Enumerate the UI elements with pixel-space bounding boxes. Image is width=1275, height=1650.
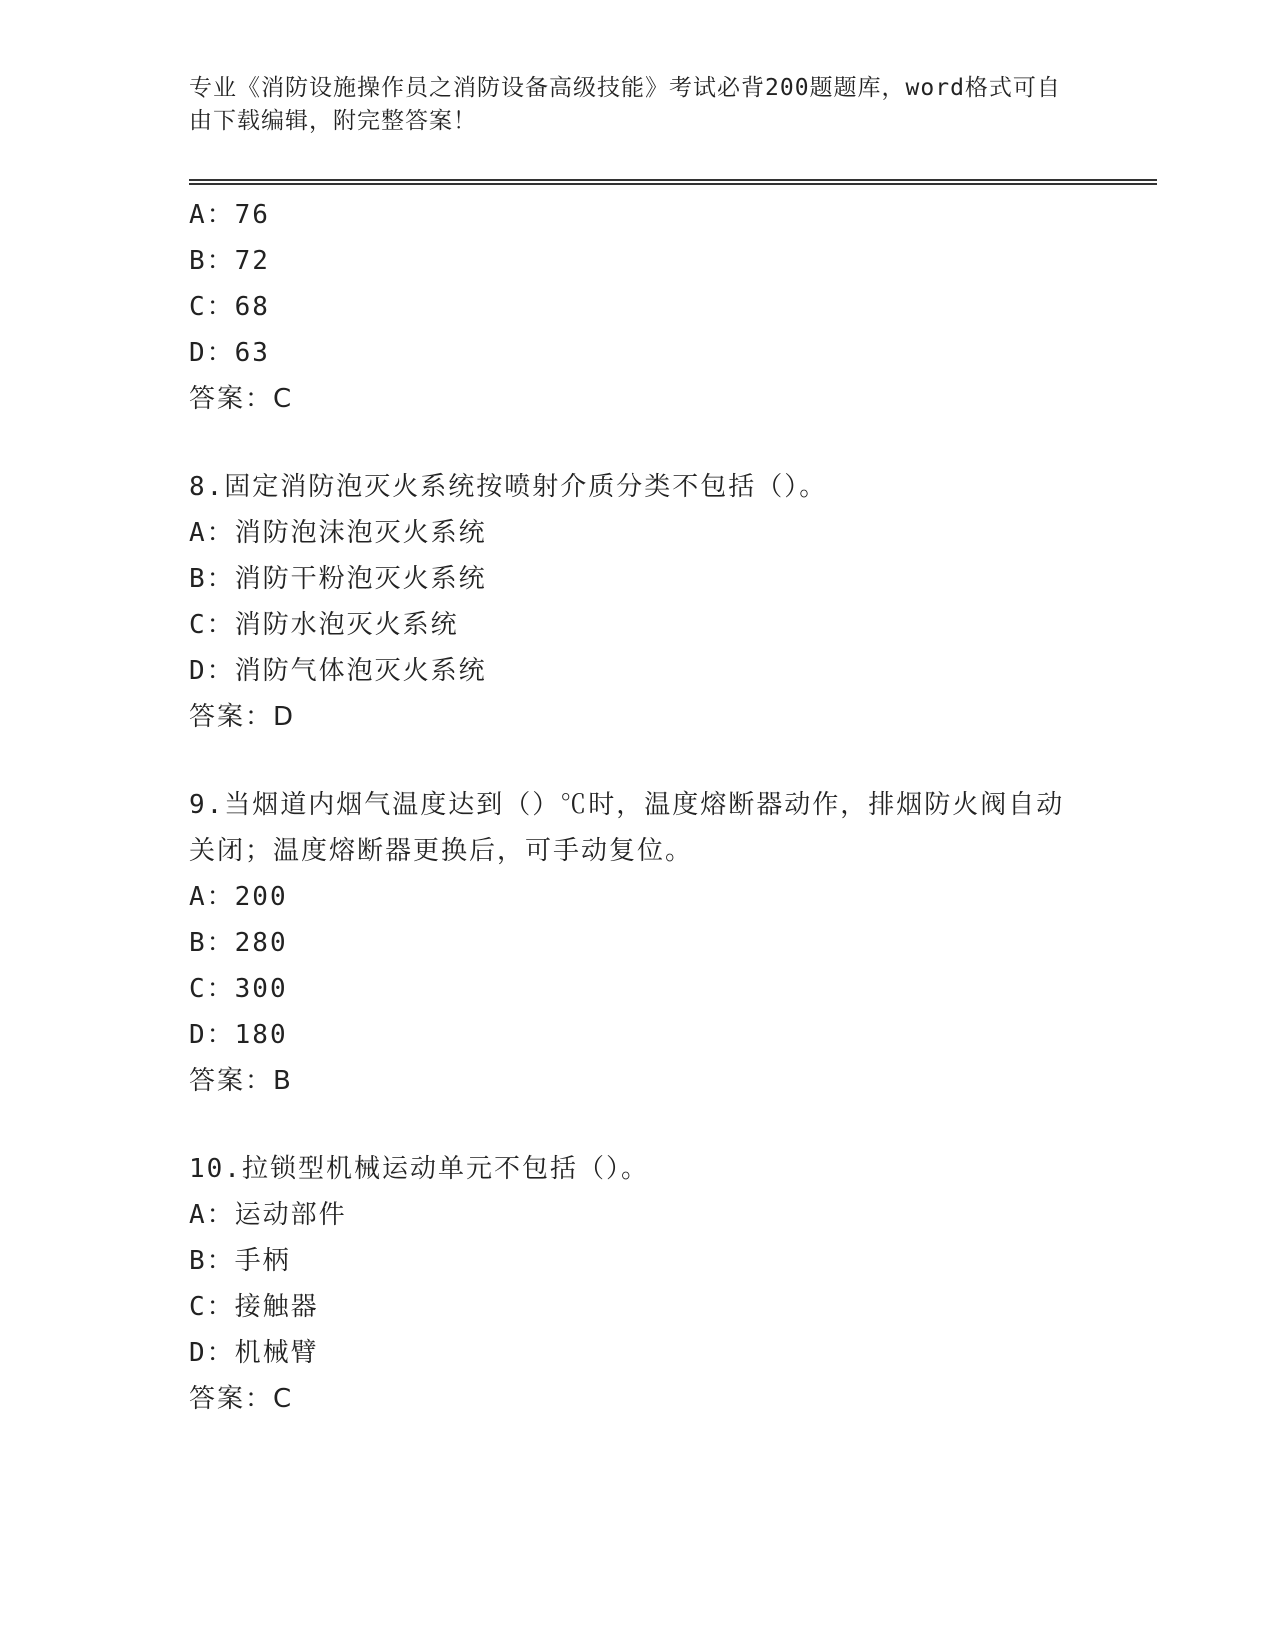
option-a: A：运动部件 [189,1200,347,1230]
answer: 答案：C [189,1384,294,1414]
header-rule-top [189,179,1157,181]
document-header: 专业《消防设施操作员之消防设备高级技能》考试必背200题题库，word格式可自由下载编辑，附完整答案！ [189,75,1061,134]
option-c: C：300 [189,974,288,1004]
header-rule-bottom [189,183,1157,185]
option-b: B：72 [189,246,270,276]
question-9 [189,782,1089,1104]
question-7 [189,192,1089,422]
question-10 [189,1146,1089,1422]
option-d: D：63 [189,338,270,368]
option-c: C：68 [189,292,270,322]
option-a: A：200 [189,882,288,912]
option-b: B：手柄 [189,1246,291,1276]
option-d: D：180 [189,1020,288,1050]
question-8 [189,464,1089,740]
answer: 答案：C [189,384,294,414]
question-list [189,192,1089,1422]
answer: 答案：B [189,1066,293,1096]
question-stem: 9.当烟道内烟气温度达到（）℃时，温度熔断器动作，排烟防火阀自动关闭；温度熔断器更换后，可手动复位。 [189,790,1065,866]
option-b: B：消防干粉泡灭火系统 [189,564,487,594]
answer: 答案：D [189,702,296,732]
question-stem: 8.固定消防泡灭火系统按喷射介质分类不包括（）。 [189,472,828,502]
option-b: B：280 [189,928,288,958]
option-c: C：接触器 [189,1292,319,1322]
option-a: A：76 [189,200,270,230]
question-stem: 10.拉锁型机械运动单元不包括（）。 [189,1154,649,1184]
option-a: A：消防泡沫泡灭火系统 [189,518,487,548]
option-d: D：机械臂 [189,1338,319,1368]
option-c: C：消防水泡灭火系统 [189,610,459,640]
option-d: D：消防气体泡灭火系统 [189,656,487,686]
